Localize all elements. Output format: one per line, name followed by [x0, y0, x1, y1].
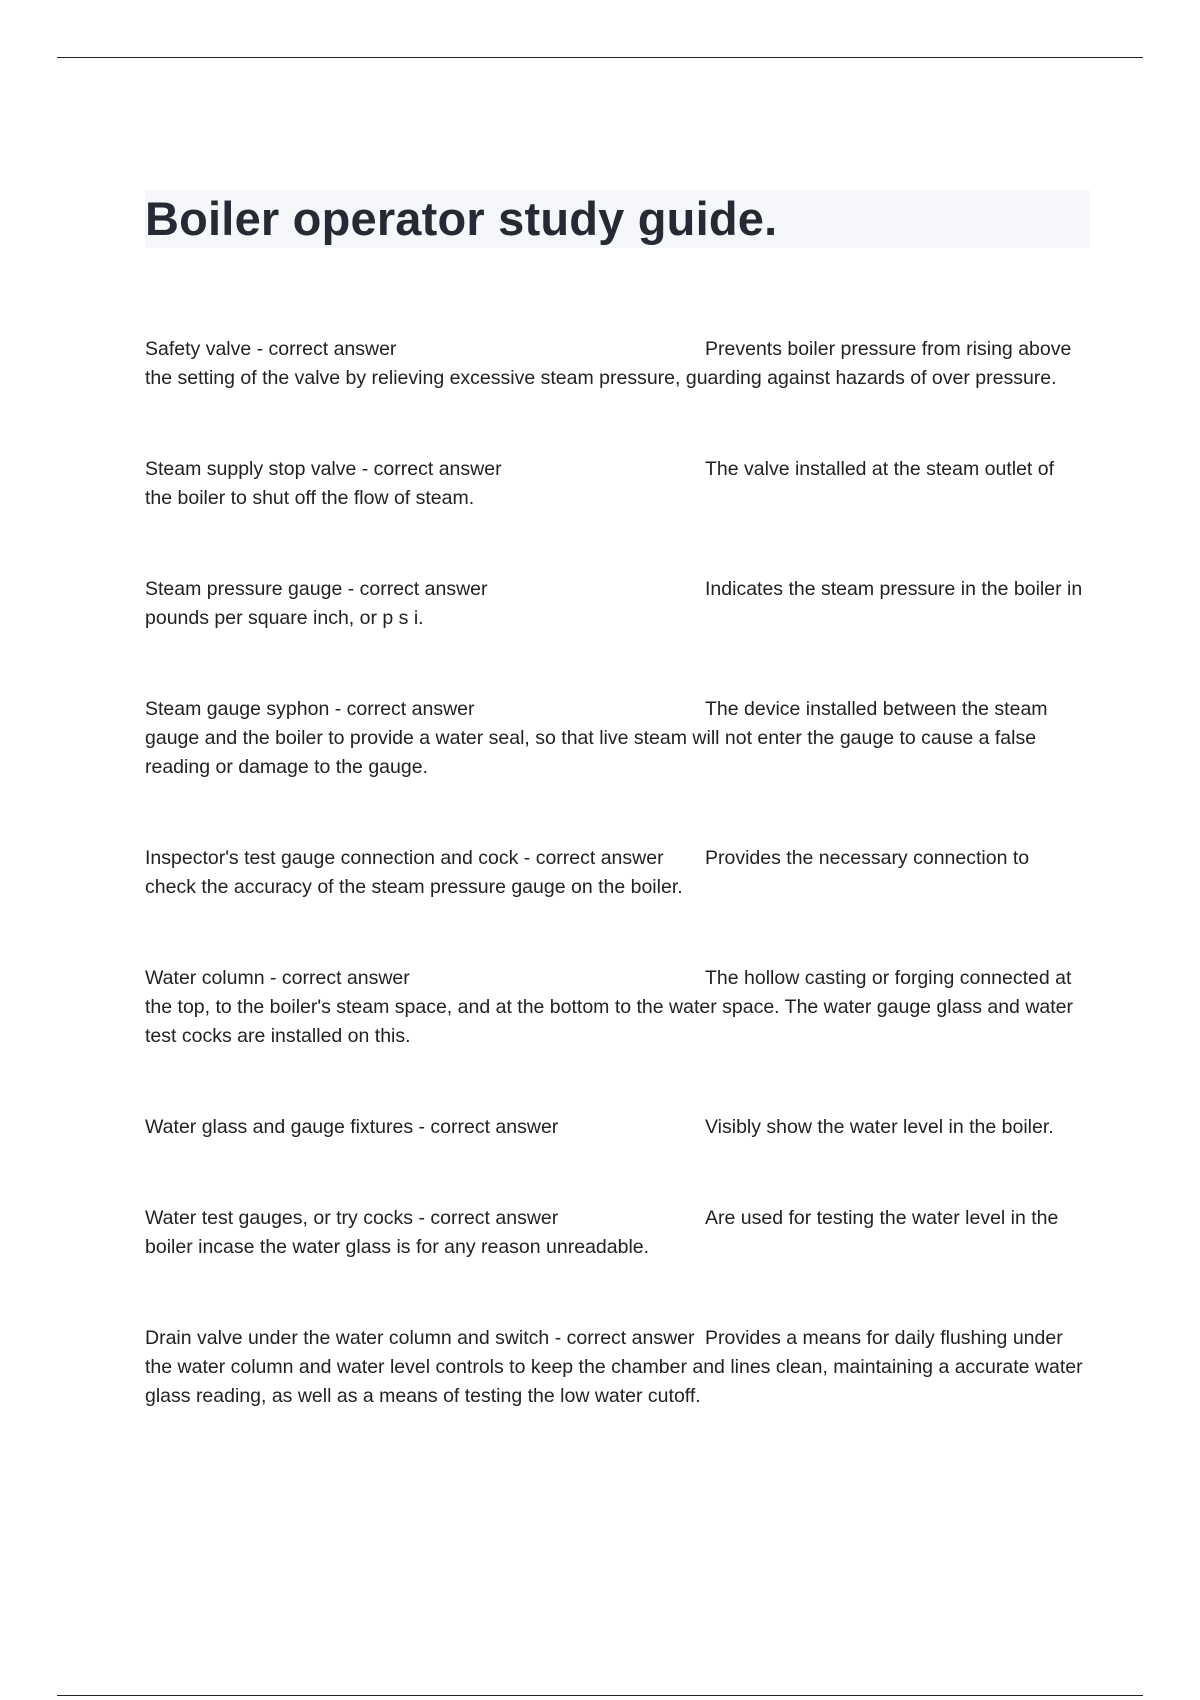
qa-definition: Indicates the steam pressure in the boiler in pounds per square inch, or p s i.	[145, 578, 1083, 629]
qa-definition: The hollow casting or forging connected at the top, to the boiler's steam space, and at the bottom to the water space. The water gauge glass and water test cocks are installed on this.	[145, 967, 1074, 1047]
qa-term: Steam gauge syphon - correct answer	[145, 698, 475, 720]
qa-term: Water glass and gauge fixtures - correct answer	[145, 1116, 559, 1138]
qa-definition: Provides a means for daily flushing under the water column and water level controls to keep the chamber and lines clean, maintaining a accurate water glass reading, as well as a means of testing the low water cutoff.	[145, 1327, 1083, 1407]
qa-entry	[145, 844, 1085, 902]
qa-list	[145, 335, 1085, 1411]
qa-entry	[145, 964, 1085, 1051]
qa-term: Inspector's test gauge connection and cock - correct answer	[145, 847, 664, 869]
qa-term: Steam supply stop valve - correct answer	[145, 458, 502, 480]
qa-definition: Are used for testing the water level in the boiler incase the water glass is for any reason unreadable.	[145, 1207, 1059, 1258]
qa-definition: Visibly show the water level in the boiler.	[705, 1116, 1054, 1138]
qa-entry	[145, 1204, 1085, 1262]
qa-entry	[145, 575, 1085, 633]
qa-entry	[145, 335, 1085, 393]
qa-entry	[145, 455, 1085, 513]
qa-term: Drain valve under the water column and switch - correct answer	[145, 1327, 695, 1349]
qa-definition: The device installed between the steam gauge and the boiler to provide a water seal, so that live steam will not enter the gauge to cause a false reading or damage to the gauge.	[145, 698, 1048, 778]
qa-definition: Prevents boiler pressure from rising above the setting of the valve by relieving excessive steam pressure, guarding against hazards of over pressure.	[145, 338, 1072, 389]
qa-term: Safety valve - correct answer	[145, 338, 397, 360]
qa-entry	[145, 695, 1085, 782]
qa-entry	[145, 1113, 1085, 1142]
qa-definition: Provides the necessary connection to check the accuracy of the steam pressure gauge on the boiler.	[145, 847, 1030, 898]
qa-term: Water column - correct answer	[145, 967, 410, 989]
top-rule	[57, 57, 1143, 58]
qa-term: Steam pressure gauge - correct answer	[145, 578, 488, 600]
page-title: Boiler operator study guide.	[145, 192, 778, 245]
qa-entry	[145, 1324, 1085, 1411]
bottom-rule	[57, 1695, 1143, 1696]
qa-term: Water test gauges, or try cocks - correct answer	[145, 1207, 559, 1229]
qa-definition: The valve installed at the steam outlet of the boiler to shut off the flow of steam.	[145, 458, 1055, 509]
